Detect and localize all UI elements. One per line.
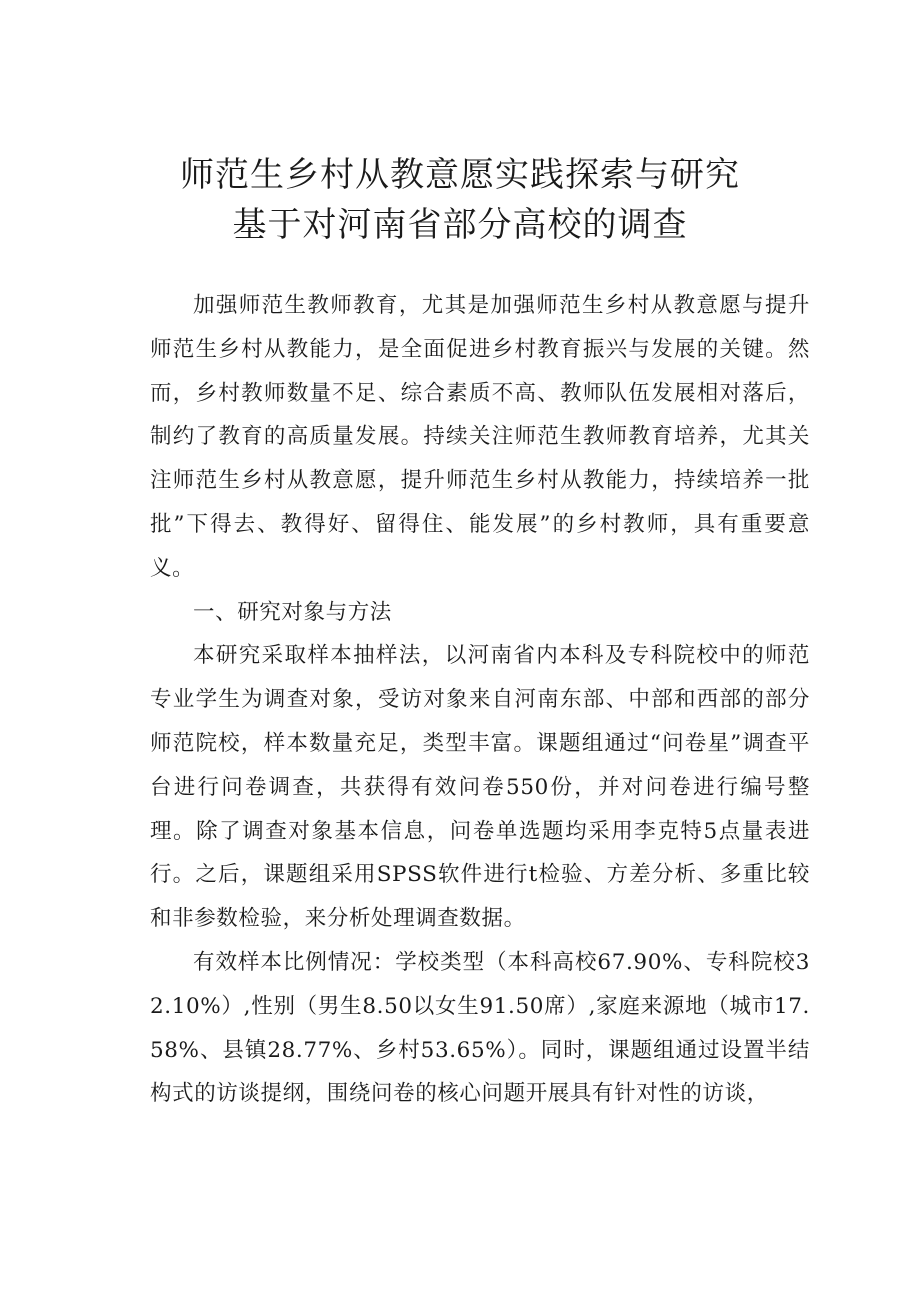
method-paragraph: 本研究采取样本抽样法，以河南省内本科及专科院校中的师范专业学生为调查对象，受访对象来自河南东部、中部和西部的部分师范院校，样本数量充足，类型丰富。课题组通过“问卷星”调查平台进行问卷调查，共获得有效问卷550份，并对问卷进行编号整理。除了调查对象基本信息，问卷单选题均采用李克特5点量表进行。之后，课题组采用SPSS软件进行t检验、方差分析、多重比较和非参数检验，来分析处理调查数据。 — [150, 643, 810, 932]
document-subtitle: 基于对河南省部分高校的调查 — [232, 205, 688, 245]
sample-paragraph: 有效样本比例情况：学校类型（本科高校67.90%、专科院校32.10%）,性别（男生8.50以女生91.50席）,家庭来源地（城市17.58%、县镇28.77%、乡村53.65%）。同时，课题组通过设置半结构式的访谈提纲，围绕问卷的核心问题开展具有针对性的访谈， — [150, 949, 810, 1107]
intro-paragraph: 加强师范生教师教育，尤其是加强师范生乡村从教意愿与提升师范生乡村从教能力，是全面促进乡村教育振兴与发展的关键。然而，乡村教师数量不足、综合素质不高、教师队伍发展相对落后，制约了教育的高质量发展。持续关注师范生教师教育培养，尤其关注师范生乡村从教意愿，提升师范生乡村从教能力，持续培养一批批”下得去、教得好、留得住、能发展”的乡村教师，具有重要意义。 — [150, 293, 810, 581]
document-title: 师范生乡村从教意愿实践探索与研究 — [180, 155, 740, 195]
body-text — [150, 284, 810, 1116]
title-block — [0, 150, 920, 250]
section-heading: 一、研究对象与方法 — [193, 599, 392, 625]
